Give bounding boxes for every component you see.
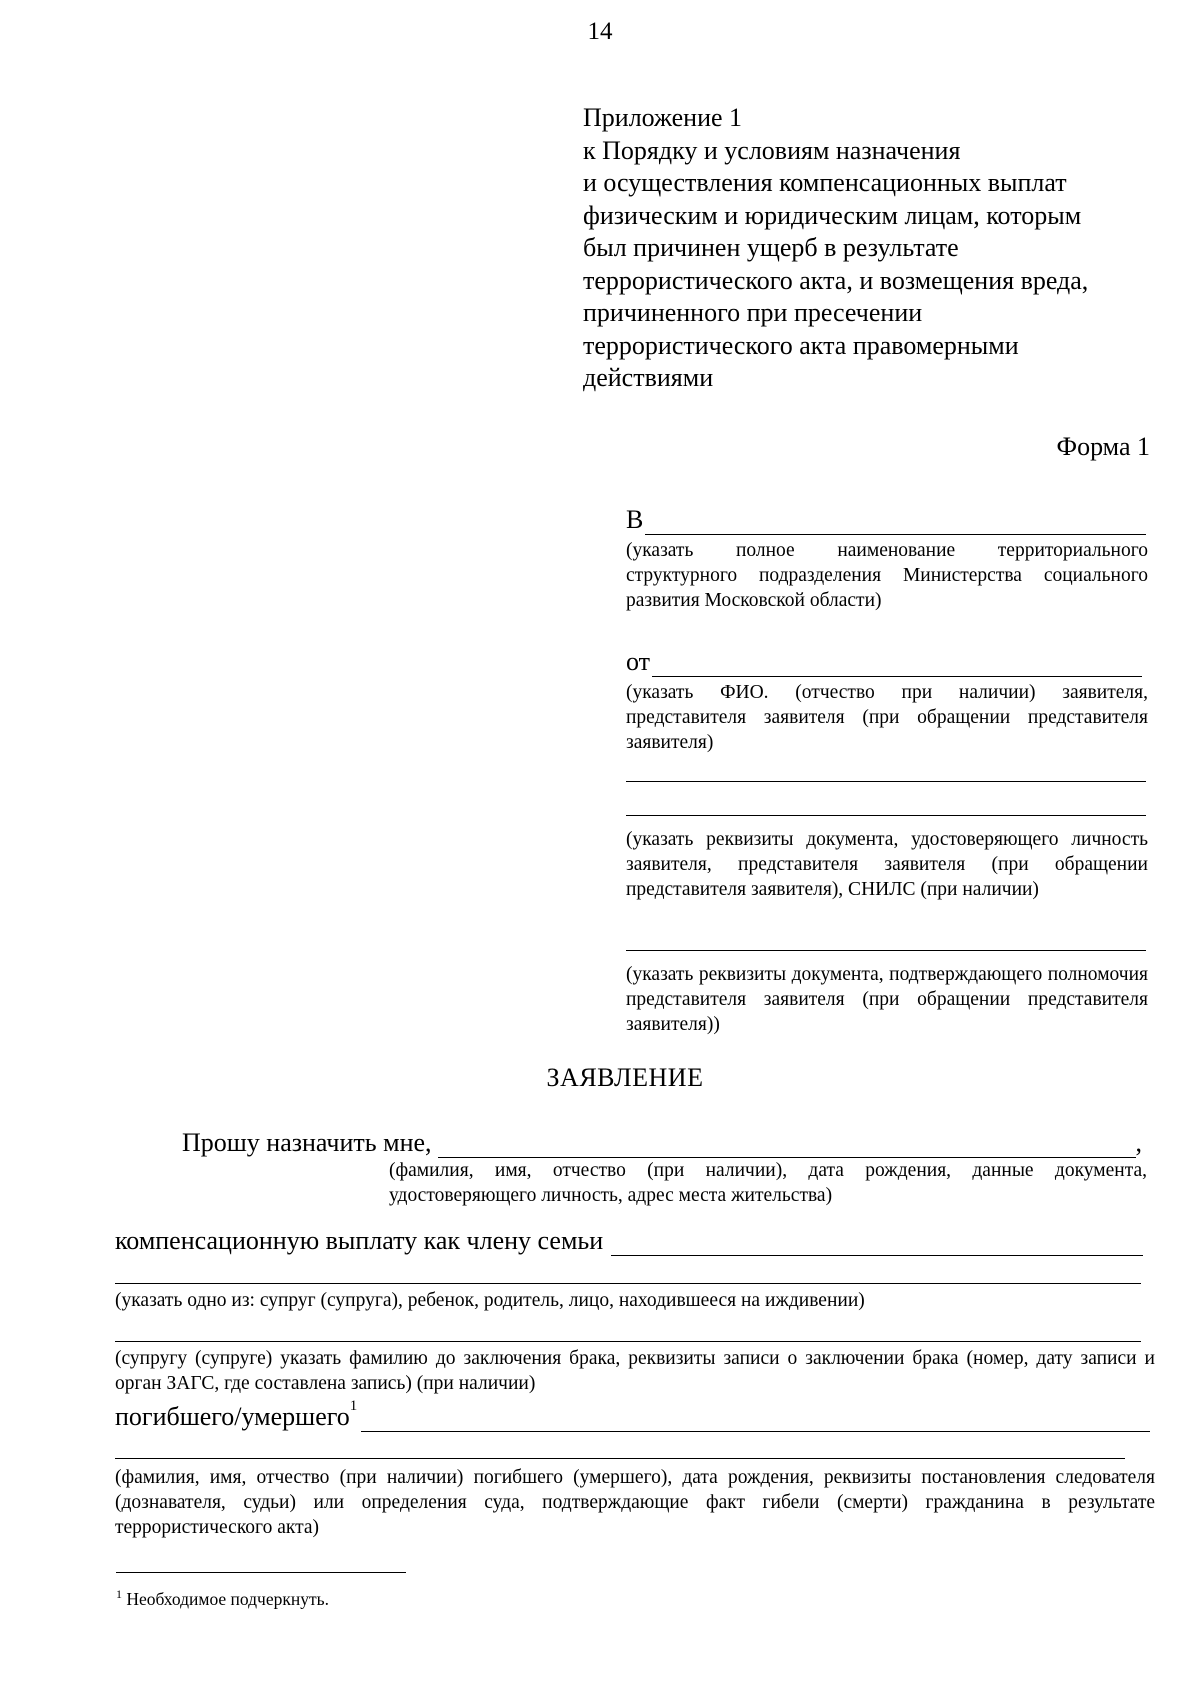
appendix-line: и осуществления компенсационных выплат bbox=[583, 168, 1067, 197]
deceased-field bbox=[115, 1398, 1150, 1432]
authority-doc-note: (указать реквизиты документа, подтверждающего полномочия представителя заявителя (при обращении представителя заявителя)) bbox=[626, 964, 1148, 1035]
footnote bbox=[116, 1589, 329, 1610]
recipient-from-note: (указать ФИО. (отчество при наличии) заявителя, представителя заявителя (при обращении представителя заявителя) bbox=[626, 682, 1148, 753]
appendix-line: причиненного при пресечении bbox=[583, 298, 923, 327]
appendix-line: террористического акта правомерными bbox=[583, 330, 1019, 360]
deceased-note: (фамилия, имя, отчество (при наличии) погибшего (умершего), дата рождения, реквизиты постановления следователя (дознавателя, судьи) или определения суда, подтверждающие факт гибели (смерти) гражданина в результате террористического акта) bbox=[115, 1467, 1155, 1538]
authority-doc-blank[interactable] bbox=[626, 950, 1146, 951]
appendix-line: Приложение 1 bbox=[583, 103, 743, 132]
id-doc-blank-1[interactable] bbox=[626, 781, 1146, 782]
appendix-line: действиями bbox=[583, 363, 714, 392]
appendix-line: к Порядку и условиям назначения bbox=[583, 135, 961, 165]
deceased-blank[interactable] bbox=[361, 1409, 1150, 1432]
footnote-ref: 1 bbox=[349, 1398, 358, 1414]
footnote-mark: 1 bbox=[116, 1587, 122, 1601]
deceased-blank-2[interactable] bbox=[115, 1458, 1125, 1459]
recipient-from-blank[interactable] bbox=[652, 654, 1142, 677]
family-blank[interactable] bbox=[611, 1233, 1143, 1256]
appendix-header bbox=[583, 102, 1183, 395]
request-suffix: , bbox=[1135, 1128, 1142, 1157]
footnote-separator bbox=[116, 1572, 406, 1573]
recipient-from-prefix: от bbox=[626, 647, 651, 676]
recipient-to-prefix: В bbox=[626, 505, 644, 534]
family-blank-2[interactable] bbox=[115, 1283, 1141, 1284]
family-note: (указать одно из: супруг (супруга), ребенок, родитель, лицо, находившееся на иждивении) bbox=[115, 1290, 865, 1311]
id-doc-blank-2[interactable] bbox=[626, 815, 1146, 816]
appendix-line: был причинен ущерб в результате bbox=[583, 233, 959, 262]
family-prefix: компенсационную выплату как члену семьи bbox=[115, 1226, 604, 1255]
form-label: Форма 1 bbox=[1056, 432, 1150, 461]
request-note: (фамилия, имя, отчество (при наличии), дата рождения, данные документа, удостоверяющего личность, адрес места жительства) bbox=[389, 1160, 1147, 1206]
footnote-text: Необходимое подчеркнуть. bbox=[126, 1589, 330, 1609]
recipient-to-blank[interactable] bbox=[645, 512, 1146, 535]
recipient-to-field bbox=[626, 505, 1146, 535]
spouse-blank[interactable] bbox=[115, 1341, 1141, 1342]
recipient-to-note: (указать полное наименование территориального структурного подразделения Министерства социального развития Московской области) bbox=[626, 540, 1148, 611]
recipient-from-field bbox=[626, 647, 1142, 677]
appendix-line: террористического акта, и возмещения вреда, bbox=[583, 265, 1089, 295]
deceased-prefix: погибшего/умершего$^1$ bbox=[115, 1398, 358, 1431]
document-title: ЗАЯВЛЕНИЕ bbox=[546, 1063, 704, 1092]
spouse-note: (супругу (супруге) указать фамилию до заключения брака, реквизиты записи о заключении брака (номер, дату записи и орган ЗАГС, где составлена запись) (при наличии) bbox=[115, 1348, 1155, 1394]
request-prefix: Прошу назначить мне, bbox=[182, 1128, 432, 1157]
appendix-line: физическим и юридическим лицам, которым bbox=[583, 200, 1082, 230]
request-field bbox=[182, 1128, 1142, 1158]
page-number: 14 bbox=[587, 18, 613, 45]
family-field bbox=[115, 1226, 1143, 1256]
id-doc-note: (указать реквизиты документа, удостоверяющего личность заявителя, представителя заявителя (при обращении представителя заявителя), СНИЛС (при наличии) bbox=[626, 829, 1148, 900]
request-blank[interactable] bbox=[438, 1135, 1136, 1158]
